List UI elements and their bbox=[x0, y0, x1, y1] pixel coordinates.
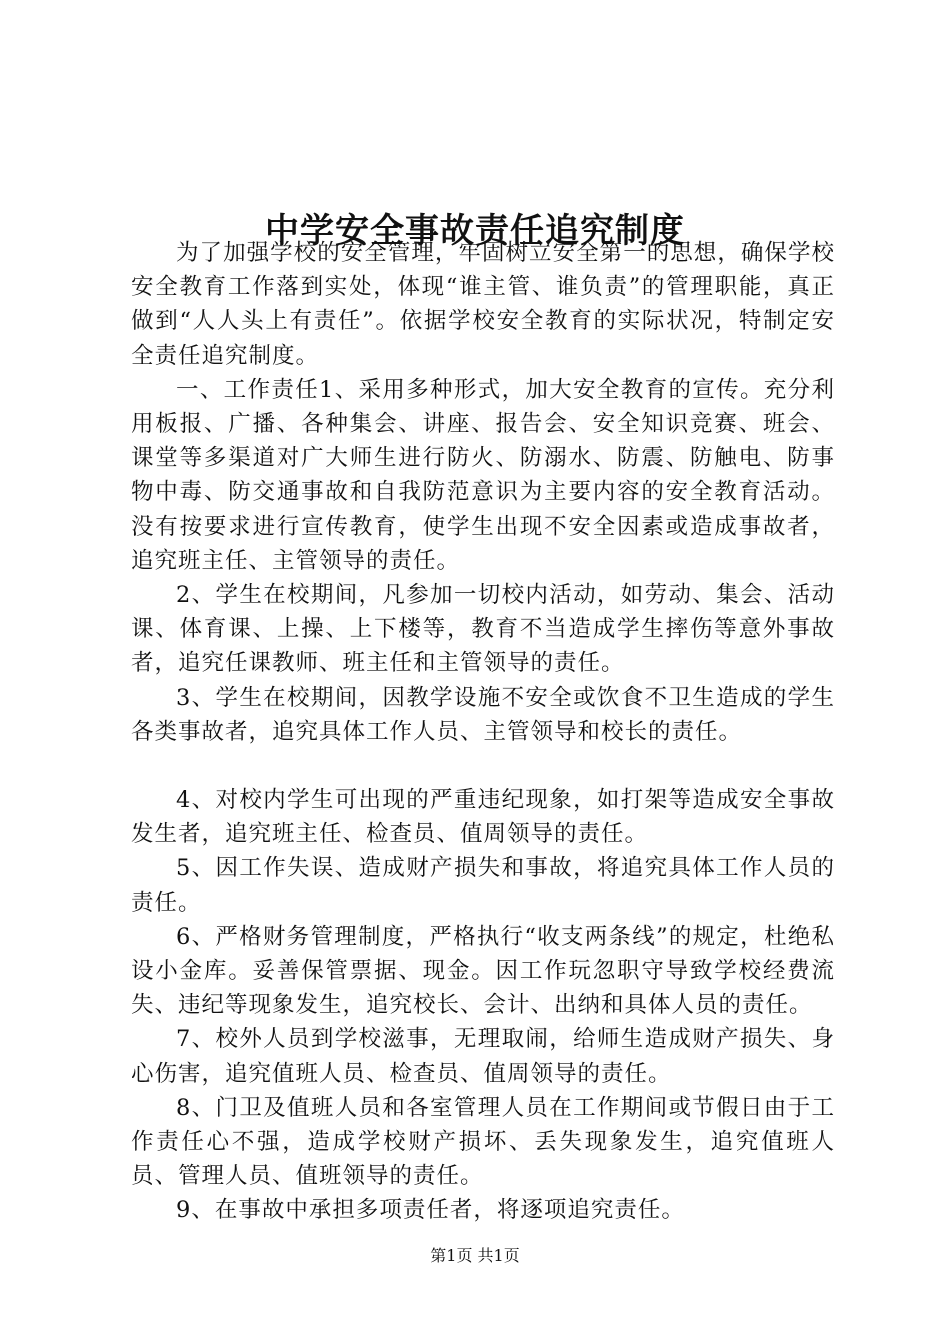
clause-2-paragraph: 2、学生在校期间，凡参加一切校内活动，如劳动、集会、活动课、体育课、上操、上下楼等，教育不当造成学生摔伤等意外事故者，追究任课教师、班主任和主管领导的责任。 bbox=[131, 582, 835, 677]
document-title: 中学安全事故责任追究制度 bbox=[265, 210, 685, 251]
intro-paragraph: 为了加强学校的安全管理，牢固树立安全第一的思想，确保学校安全教育工作落到实处，体现“谁主管、谁负责”的管理职能，真正做到“人人头上有责任”。依据学校安全教育的实际状况，特制定安全责任追究制度。 bbox=[131, 240, 835, 369]
clause-9-paragraph: 9、在事故中承担多项责任者，将逐项追究责任。 bbox=[176, 1197, 685, 1224]
clause-3-paragraph: 3、学生在校期间，因教学设施不安全或饮食不卫生造成的学生各类事故者，追究具体工作人员、主管领导和校长的责任。 bbox=[131, 684, 835, 745]
clause-6-paragraph: 6、严格财务管理制度，严格执行“收支两条线”的规定，杜绝私设小金库。妥善保管票据、现金。因工作玩忽职守导致学校经费流失、违纪等现象发生，追究校长、会计、出纳和具体人员的责任。 bbox=[131, 923, 835, 1019]
clause-1-paragraph: 一、工作责任1、采用多种形式，加大安全教育的宣传。充分利用板报、广播、各种集会、讲座、报告会、安全知识竞赛、班会、课堂等多渠道对广大师生进行防火、防溺水、防震、防触电、防事物中毒、防交通事故和自我防范意识为主要内容的安全教育活动。没有按要求进行宣传教育，使学生出现不安全因素或造成事故者，追究班主任、主管领导的责任。 bbox=[131, 376, 835, 574]
document-body bbox=[131, 236, 835, 1228]
clause-5-paragraph: 5、因工作失误、造成财产损失和事故，将追究具体工作人员的责任。 bbox=[131, 855, 835, 916]
clause-4-paragraph: 4、对校内学生可出现的严重违纪现象，如打架等造成安全事故发生者，追究班主任、检查员、值周领导的责任。 bbox=[131, 787, 835, 848]
page-footer: 第1页 共1页 bbox=[430, 1246, 520, 1265]
clause-8-paragraph: 8、门卫及值班人员和各室管理人员在工作期间或节假日由于工作责任心不强，造成学校财产损坏、丢失现象发生，追究值班人员、管理人员、值班领导的责任。 bbox=[131, 1094, 835, 1190]
clause-7-paragraph: 7、校外人员到学校滋事，无理取闹，给师生造成财产损失、身心伤害，追究值班人员、检查员、值周领导的责任。 bbox=[131, 1026, 835, 1087]
